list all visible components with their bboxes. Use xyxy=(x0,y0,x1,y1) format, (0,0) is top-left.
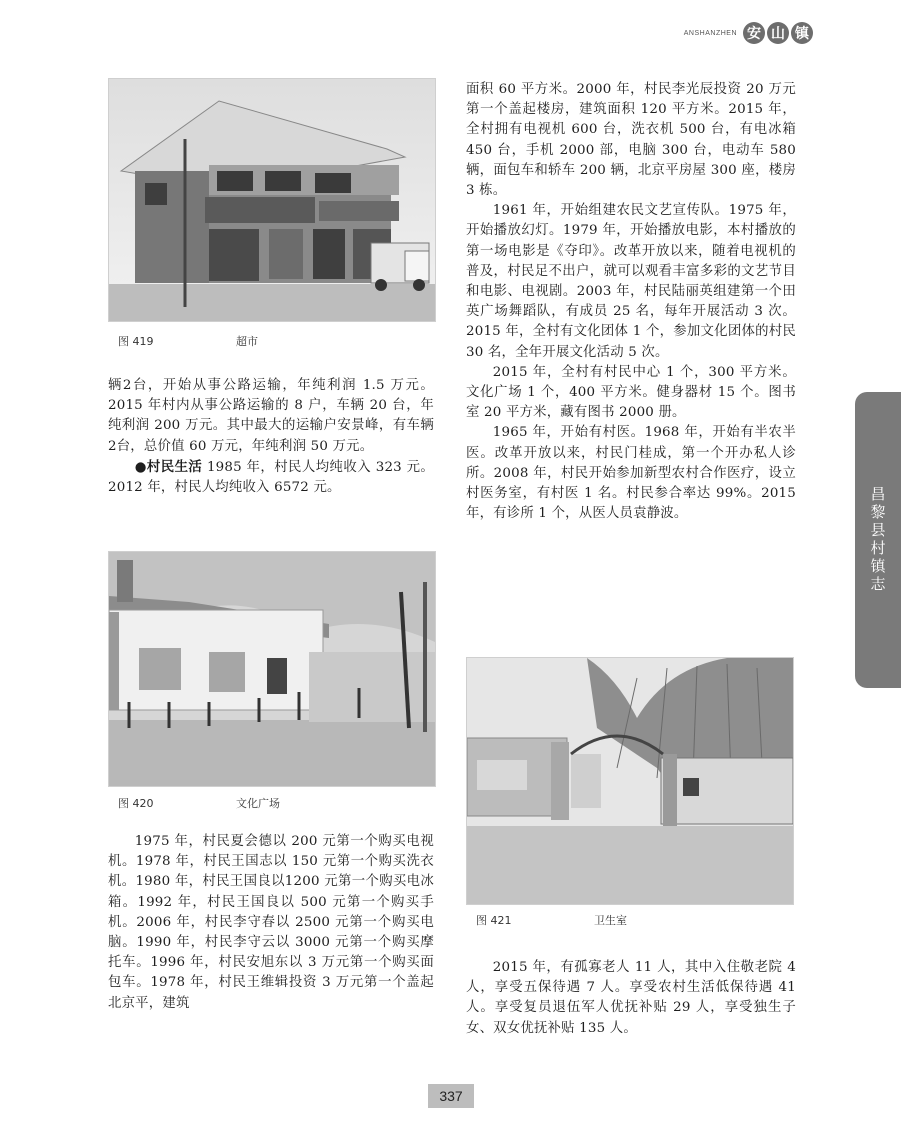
side-tab xyxy=(855,392,901,688)
figure-number: 图 420 xyxy=(118,797,154,810)
paragraph: 2015 年，有孤寡老人 11 人，其中入住敬老院 4 人，享受五保待遇 7 人。享受农村生活低保待遇 41 人。享受复员退伍军人优抚补贴 29 人，享受独生子女、双女优抚补贴 135 人。 xyxy=(466,960,796,1036)
paragraph: 1961 年，开始组建农民文艺宣传队。1975 年，开始播放幻灯。1979 年，开始播放电影，本村播放的第一场电影是《夺印》。改革开放以来，随着电视机的普及，村民足不出户，就可以观看丰富多彩的文艺节目和电影、电视剧。2003 年，村民陆丽英组建第一个田英广场舞蹈队，有成员 25 名，每年开展活动 3 次。2015 年，全村有文化团体 1 个，参加文化团体的村民 30 名，全年开展文化活动 5 次。 xyxy=(466,203,796,360)
paragraph: 辆2台，开始从事公路运输，年纯利润 1.5 万元。2015 年村内从事公路运输的 8 户，车辆 20 台，年纯利润 200 万元。其中最大的运输户安景峰，有车辆2台，总价值 60 万元，年纯利润 50 万元。 xyxy=(108,378,434,454)
photo-supermarket xyxy=(108,78,436,322)
header-char-1: 安 xyxy=(743,22,765,44)
figure-number: 图 421 xyxy=(476,914,512,927)
figure-number: 图 419 xyxy=(118,335,154,348)
figure-title: 超市 xyxy=(236,335,258,348)
figure-title: 卫生室 xyxy=(594,914,627,927)
clinic-illustration xyxy=(467,658,793,904)
right-column-bottom xyxy=(466,958,796,1039)
paragraph: 1975 年，村民夏会德以 200 元第一个购买电视机。1978 年，村民王国志以 150 元第一个购买洗衣机。1980 年，村民王国良以1200 元第一个购买电冰箱。1992 年，村民王国良以 500 元第一个购买手机。2006 年，村民李守春以 2500 元第一个购买电脑。1990 年，村民李守云以 3000 元第一个购买摩托车。1996 年，村民安旭东以 3 万元第一个购买面包车。1978 年，村民王维辑投资 3 万元第一个盖起北京平，建筑 xyxy=(108,834,434,1011)
paragraph: 2015 年，全村有村民中心 1 个，300 平方米。文化广场 1 个，400 平方米。健身器材 15 个。图书室 20 平方米，藏有图书 2000 册。 xyxy=(466,364,796,421)
page-header xyxy=(684,22,813,44)
figure-title: 文化广场 xyxy=(236,797,280,810)
header-pinyin: ANSHANZHEN xyxy=(683,29,737,37)
paragraph: 面积 60 平方米。2000 年，村民李光辰投资 20 万元第一个盖起楼房，建筑面积 120 平方米。2015 年，全村拥有电视机 600 台，洗衣机 500 台，有电冰箱 450 台，手机 2000 部，电脑 300 台，电动车 580 辆，面包车和轿车 200 辆，北京平房屋 300 座，楼房 3 栋。 xyxy=(466,82,796,199)
left-column-top xyxy=(108,376,434,498)
page-number: 337 xyxy=(428,1084,474,1108)
photo-clinic xyxy=(466,657,794,905)
culture-square-illustration xyxy=(109,552,435,786)
left-column-bottom xyxy=(108,832,434,1014)
figure-caption-420 xyxy=(118,795,280,811)
header-title xyxy=(743,22,813,44)
section-heading: ●村民生活 xyxy=(134,458,203,475)
photo-culture-square xyxy=(108,551,436,787)
supermarket-illustration xyxy=(109,79,435,321)
figure-caption-421 xyxy=(476,912,627,928)
paragraph-life xyxy=(108,457,434,498)
paragraph: 1965 年，开始有村医。1968 年，开始有半农半医。改革开放以来，村民门桂成，第一个开办私人诊所。2008 年，村民开始参加新型农村合作医疗，设立村医务室，有村医 1 名。村民参合率达 99%。2015 年，有诊所 1 个，从医人员袁静波。 xyxy=(466,425,796,522)
right-column-top xyxy=(466,80,796,524)
header-char-3: 镇 xyxy=(791,22,813,44)
header-char-2: 山 xyxy=(767,22,789,44)
figure-caption-419 xyxy=(118,333,258,349)
side-tab-label: 昌黎县村镇志 xyxy=(868,486,887,594)
paragraph-text: 1985 年，村民人均纯收入 323 元。2012 年，村民人均纯收入 6572 元。 xyxy=(108,459,435,496)
